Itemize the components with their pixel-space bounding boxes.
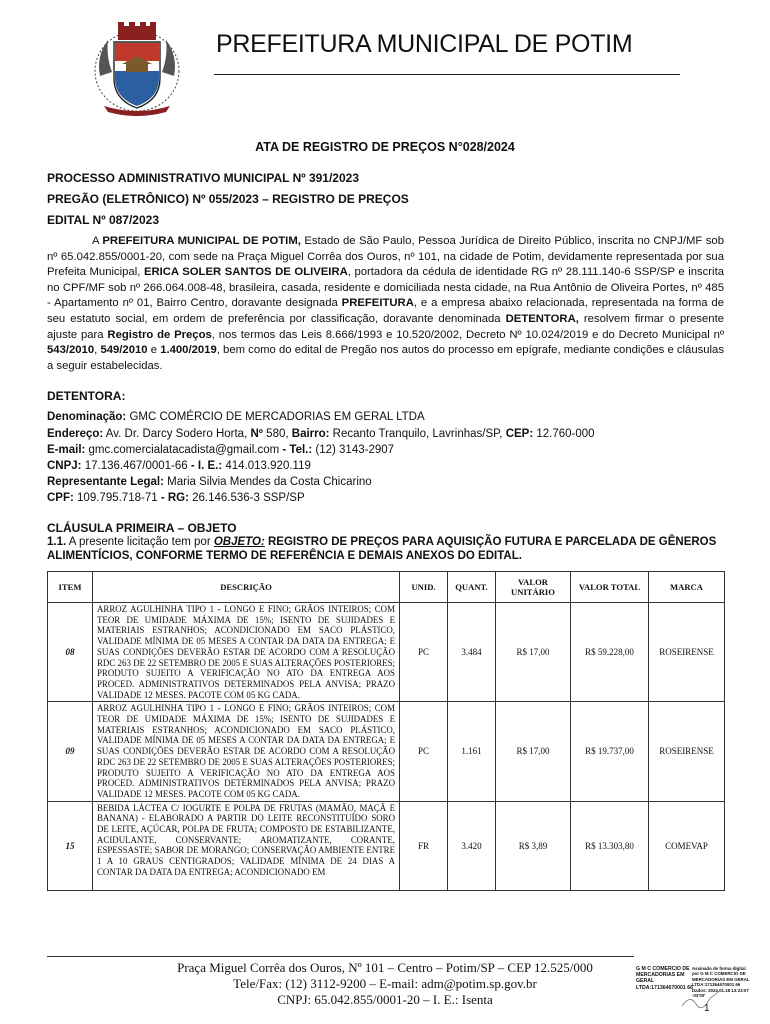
table-row bbox=[48, 702, 725, 801]
footer-address: Praça Miguel Corrêa dos Ouros, Nº 101 – Centro – Potim/SP – CEP 12.525/000 bbox=[177, 960, 593, 975]
cell-valor-unitario: R$ 17,00 bbox=[496, 702, 571, 801]
cell-quant: 3.484 bbox=[448, 603, 496, 702]
header-divider bbox=[214, 74, 680, 75]
digital-signature-name: G M C COMERCIO DE MERCADORIAS EM GERAL LTDA:171364670001 66 bbox=[636, 966, 694, 991]
detentora-heading: DETENTORA: bbox=[47, 389, 126, 403]
detentora-contato: E-mail: gmc.comercialatacadista@gmail.com - Tel.: (12) 3143-2907 bbox=[47, 444, 395, 456]
detentora-endereco: Endereço: Av. Dr. Darcy Sodero Horta, Nº 580, Bairro: Recanto Tranquilo, Lavrinhas/SP, CEP: 12.760-000 bbox=[47, 428, 595, 440]
clausula-objeto: 1.1. A presente licitação tem por OBJETO: REGISTRO DE PREÇOS PARA AQUISIÇÃO FUTURA E PARCELADA DE GÊNEROS ALIMENTÍCIOS, CONFORME TERMO DE REFERÊNCIA E DEMAIS ANEXOS DO EDITAL. bbox=[47, 536, 717, 563]
detentora-denominacao: Denominação: GMC COMÉRCIO DE MERCADORIAS EM GERAL LTDA bbox=[47, 411, 425, 423]
cell-valor-total: R$ 13.303,80 bbox=[571, 801, 649, 890]
table-row bbox=[48, 603, 725, 702]
cell-marca: ROSEIRENSE bbox=[649, 603, 725, 702]
cell-unid: PC bbox=[400, 603, 448, 702]
col-quant: QUANT. bbox=[448, 572, 496, 603]
col-descricao: DESCRIÇÃO bbox=[93, 572, 400, 603]
cell-descricao-text: BEBIDA LÁCTEA C/ IOGURTE E POLPA DE FRUTAS (MAMÃO, MAÇÃ E BANANA) - ELABORADO A PARTIR DO LEITE RECONSTITUÍDO SORO DE LEITE, AÇÚCAR, POLPA DE FRUTA; COMPOSTO DE ESTABILIZANTE, ACIDULANTE, CONSERVANTE; AROMATIZANTE, CORANTE, ESPESSASTE; SABOR DE MORANGO; CONSERVAÇÃO AMBIENTE ENTRE 1 A 10 GRAUS CENTIGRADOS; VALIDADE MÍNIMA DE 24 DIAS A CONTAR DA DATA DA ENTREGA; ACONDICIONADO EM bbox=[97, 802, 395, 877]
table-header-row bbox=[48, 572, 725, 603]
cell-valor-total: R$ 19.737,00 bbox=[571, 702, 649, 801]
coat-of-arms-icon bbox=[92, 16, 182, 116]
cell-item: 15 bbox=[48, 801, 93, 890]
cell-item: 08 bbox=[48, 603, 93, 702]
cell-valor-total: R$ 59.228,00 bbox=[571, 603, 649, 702]
cell-descricao: ARROZ AGULHINHA TIPO 1 - LONGO E FINO; GRÃOS INTEIROS; COM TEOR DE UMIDADE MÁXIMA DE 15%; ISENTO DE SUJIDADES E MATERIAIS ESTRANHOS; ACONDICIONADO EM SACO PLÁSTICO, VALIDADE MÍNIMA DE 05 MESES A CONTAR DA DATA DA ENTREGA; E SUAS CONDIÇÕES DEVERÃO ESTAR DE ACORDO COM A RESOLUÇÃO RDC 263 DE 22 SETEMBRO DE 2005 E SUAS ALTERAÇÕES POSTERIORES; PRODUTO SUJEITO A VERIFICAÇÃO NO ATO DA ENTREGA AOS PROCED. ADMINISTRATIVOS DETERMINADOS PELA ANVISA; PRAZO VALIDADE 12 MESES. PACOTE COM 05 KG CADA. bbox=[93, 603, 400, 702]
page-header-title: PREFEITURA MUNICIPAL DE POTIM bbox=[216, 30, 633, 58]
detentora-cpf: CPF: 109.795.718-71 - RG: 26.146.536-3 SSP/SP bbox=[47, 492, 305, 504]
pregao-number: PREGÃO (ELETRÔNICO) Nº 055/2023 – REGISTRO DE PREÇOS bbox=[47, 192, 409, 206]
digital-signature-details: Assinado de forma digital por G M C COMERCIO DE MERCADORIAS EM GERAL LTDA:171364670001 66 Dados: 2024.01.18 13:23:07 -03'00' bbox=[692, 966, 750, 999]
document-title: ATA DE REGISTRO DE PREÇOS N°028/2024 bbox=[255, 140, 515, 154]
footer-cnpj: CNPJ: 65.042.855/0001-20 – I. E.: Isenta bbox=[277, 992, 493, 1007]
footer-contact: Tele/Fax: (12) 3112-9200 – E-mail: adm@potim.sp.gov.br bbox=[233, 976, 537, 991]
cell-marca: ROSEIRENSE bbox=[649, 702, 725, 801]
col-unid: UNID. bbox=[400, 572, 448, 603]
cell-item: 09 bbox=[48, 702, 93, 801]
table-row bbox=[48, 801, 725, 890]
col-valor-unitario: VALOR UNITÁRIO bbox=[496, 572, 571, 603]
cell-quant: 1.161 bbox=[448, 702, 496, 801]
signature-scribble-icon bbox=[680, 990, 720, 1010]
cell-descricao: ARROZ AGULHINHA TIPO 1 - LONGO E FINO; GRÃOS INTEIROS; COM TEOR DE UMIDADE MÁXIMA DE 15%; ISENTO DE SUJIDADES E MATERIAIS ESTRANHOS; ACONDICIONADO EM SACO PLÁSTICO, VALIDADE MÍNIMA DE 05 MESES A CONTAR DA DATA DA ENTREGA; E SUAS CONDIÇÕES DEVERÃO ESTAR DE ACORDO COM A RESOLUÇÃO RDC 263 DE 22 SETEMBRO DE 2005 E SUAS ALTERAÇÕES POSTERIORES; PRODUTO SUJEITO A VERIFICAÇÃO NO ATO DA ENTREGA AOS PROCED. ADMINISTRATIVOS DETERMINADOS PELA ANVISA; PRAZO VALIDADE 12 MESES. PACOTE COM 05 KG CADA. bbox=[93, 702, 400, 801]
cell-descricao bbox=[93, 801, 400, 890]
items-table bbox=[47, 571, 725, 891]
cell-marca: COMEVAP bbox=[649, 801, 725, 890]
process-number: PROCESSO ADMINISTRATIVO MUNICIPAL Nº 391/2023 bbox=[47, 171, 359, 185]
col-item: ITEM bbox=[48, 572, 93, 603]
intro-paragraph: A PREFEITURA MUNICIPAL DE POTIM, Estado de São Paulo, Pessoa Jurídica de Direito Público, inscrita no CNPJ/MF sob nº 65.042.855/0001-20, com sede na Praça Miguel Corrêa dos Ouros, nº 101, na cidade de Potim, devidamente representada por sua Prefeita Municipal, ERICA SOLER SANTOS DE OLIVEIRA, portadora da cédula de identidade RG nº 28.111.140-6 SSP/SP e inscrita no CPF/MF sob nº 266.064.008-48, brasileira, casada, residente e domiciliada nesta cidade, na Rua Antônio de Oliveira Portes, nº 485 - Apartamento nº 01, Bairro Centro, doravante designada PREFEITURA, e a empresa abaixo relacionada, representada na forma de seu estatuto social, em ordem de preferência por classificação, doravante denominada DETENTORA, resolvem firmar o presente ajuste para Registro de Preços, nos termos das Leis 8.666/1993 e 10.520/2002, Decreto Nº 10.024/2019 e do Decreto Municipal nº 543/2010, 549/2010 e 1.400/2019, bem como do edital de Pregão nos autos do processo em epígrafe, mediante condições e cláusulas a seguir estabelecidas. bbox=[47, 235, 724, 372]
cell-valor-unitario: R$ 17,00 bbox=[496, 603, 571, 702]
cell-valor-unitario: R$ 3,89 bbox=[496, 801, 571, 890]
cell-unid: PC bbox=[400, 702, 448, 801]
detentora-representante: Representante Legal: Maria Silvia Mendes da Costa Chicarino bbox=[47, 476, 372, 488]
col-valor-total: VALOR TOTAL bbox=[571, 572, 649, 603]
cell-unid: FR bbox=[400, 801, 448, 890]
footer-divider bbox=[47, 956, 634, 957]
col-marca: MARCA bbox=[649, 572, 725, 603]
page-number: 1 bbox=[704, 1003, 710, 1014]
cell-quant: 3.420 bbox=[448, 801, 496, 890]
edital-number: EDITAL Nº 087/2023 bbox=[47, 213, 159, 227]
detentora-cnpj: CNPJ: 17.136.467/0001-66 - I. E.: 414.013.920.119 bbox=[47, 460, 311, 472]
clausula-heading: CLÁUSULA PRIMEIRA – OBJETO bbox=[47, 521, 237, 535]
